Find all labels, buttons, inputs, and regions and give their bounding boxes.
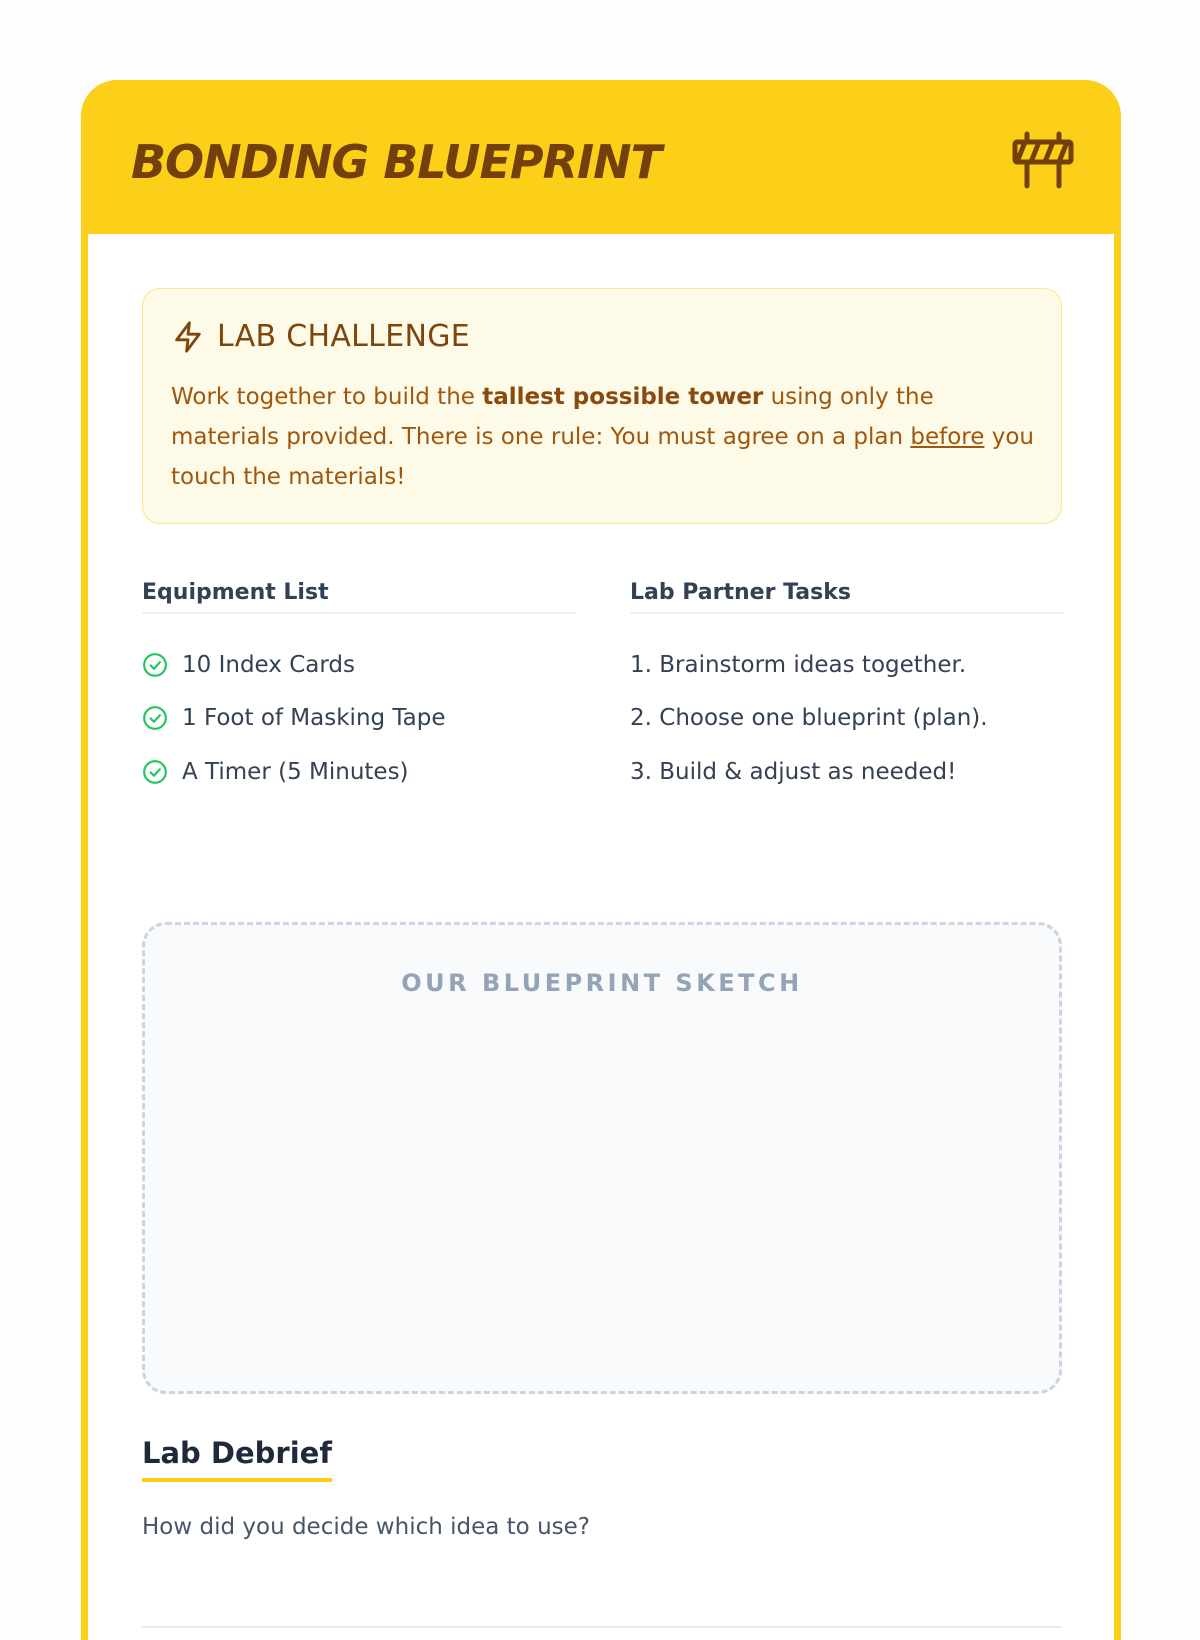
answer-line[interactable] — [142, 1626, 1062, 1628]
lab-challenge-box — [142, 288, 1062, 524]
equipment-item-label: 1 Foot of Masking Tape — [182, 705, 446, 732]
list-item — [142, 692, 446, 746]
tasks-heading: Lab Partner Tasks — [630, 576, 1064, 614]
check-circle-icon — [142, 652, 168, 678]
debrief-title: Lab Debrief — [142, 1434, 332, 1482]
card-header — [81, 80, 1121, 234]
lightning-bolt-icon — [171, 320, 205, 354]
equipment-list — [142, 576, 576, 785]
card-body — [88, 234, 1114, 1640]
challenge-heading — [171, 319, 470, 354]
challenge-underline: before — [910, 424, 985, 450]
debrief-question: How did you decide which idea to use? — [142, 1514, 590, 1540]
equipment-item-label: A Timer (5 Minutes) — [182, 758, 409, 785]
task-item: 1. Brainstorm ideas together. — [630, 651, 967, 678]
construction-barrier-icon — [1011, 130, 1075, 190]
page-title: BONDING BLUEPRINT — [131, 135, 661, 189]
check-circle-icon — [142, 759, 168, 785]
equipment-heading: Equipment List — [142, 576, 576, 614]
check-circle-icon — [142, 705, 168, 731]
challenge-title: LAB CHALLENGE — [217, 319, 470, 354]
list-item — [142, 745, 446, 799]
task-item: 3. Build & adjust as needed! — [630, 758, 957, 785]
blueprint-sketch-area[interactable] — [142, 922, 1062, 1394]
challenge-emphasis: tallest possible tower — [482, 384, 764, 410]
sketch-title: OUR BLUEPRINT SKETCH — [401, 969, 803, 997]
task-item: 2. Choose one blueprint (plan). — [630, 705, 988, 732]
worksheet-card — [81, 80, 1121, 1640]
challenge-description: Work together to build the tallest possible tower using only the materials provided. There is one rule: You must agree on a plan before you touch the materials! — [171, 384, 1034, 490]
list-item — [142, 638, 446, 692]
equipment-item-label: 10 Index Cards — [182, 651, 355, 678]
lab-partner-tasks — [630, 576, 1064, 785]
